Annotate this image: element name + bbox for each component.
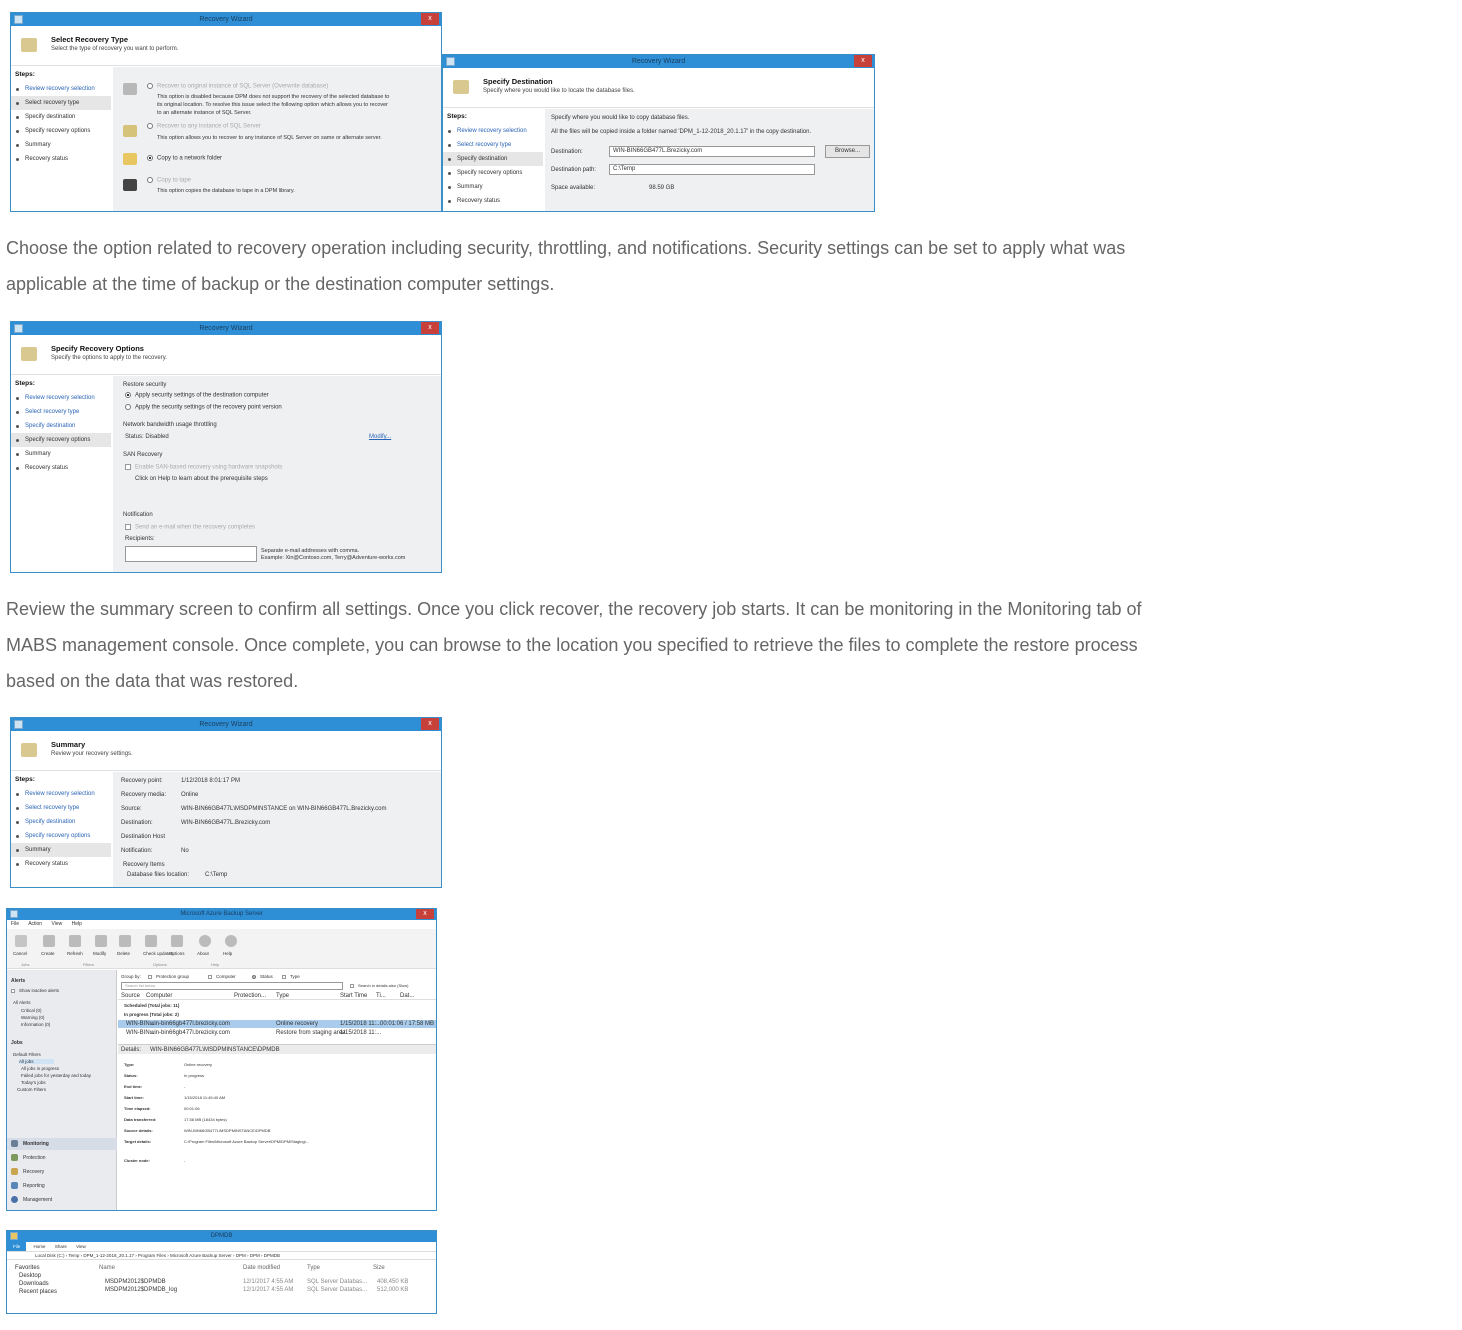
option-original-desc2: its original location. To resolve this issue select the following option which allows you to recover — [157, 102, 389, 108]
detail-value: Online recovery — [184, 1062, 213, 1067]
ribbon-help[interactable]: Help — [223, 951, 233, 956]
step-options[interactable]: Specify recovery options — [443, 166, 543, 180]
list-item[interactable]: MSDPM2012$DPMDB_log 12/1/2017 4:55 AM SQL Server Databas... 512,000 KB — [105, 1287, 409, 1293]
close-button[interactable]: x — [416, 909, 434, 919]
title-bar — [11, 13, 441, 26]
step-destination[interactable]: Specify destination — [11, 419, 111, 433]
step-type[interactable]: Select recovery type — [11, 801, 111, 815]
title-bar — [7, 909, 436, 920]
title-bar — [11, 322, 441, 335]
window-title: Recovery Wizard — [199, 721, 253, 728]
recipients-label: Recipients: — [125, 536, 155, 542]
wizard-icon — [21, 743, 37, 757]
recipients-hint-1: Separate e-mail addresses with comma. — [261, 548, 360, 554]
window-title: Recovery Wizard — [199, 16, 253, 23]
file-list — [87, 1261, 437, 1314]
col-time[interactable]: Ti... — [376, 993, 386, 999]
table-row[interactable]: WIN-BIN... win-bin66gb477l.brezicky.com Restore from staging area 1/15/2018 11:... — [126, 1030, 382, 1036]
menu-bar — [7, 920, 436, 929]
custom-filters[interactable]: Custom Filters — [17, 1087, 47, 1092]
option-original-desc3: to an alternate instance of SQL Server. — [157, 110, 252, 116]
detail-key: End time: — [124, 1084, 143, 1089]
step-destination[interactable]: Specify destination — [11, 110, 111, 124]
details-header: Details: WIN-BIN66GB477L\MSDPMINSTANCE\DPMDB — [118, 1044, 437, 1054]
paragraph-line: based on the data that was restored. — [6, 671, 299, 691]
modify-icon — [95, 935, 107, 947]
recovery-icon — [11, 1168, 18, 1175]
col-type[interactable]: Type — [276, 993, 290, 999]
page-subtitle: Select the type of recovery you want to perform. — [51, 46, 179, 52]
ribbon-about[interactable]: About — [197, 951, 209, 956]
alert-critical[interactable]: Critical (0) — [21, 1008, 42, 1013]
ribbon-delete[interactable]: Delete — [117, 951, 131, 956]
summary-value: No — [181, 848, 189, 854]
menu-action[interactable]: Action — [28, 921, 43, 927]
content-pane — [113, 376, 442, 573]
paragraph-line: Choose the option related to recovery operation including security, throttling, and notifications. Security settings can be set to apply what was — [6, 238, 1126, 258]
alert-warning[interactable]: Warning (0) — [21, 1015, 45, 1020]
jobs-pane — [118, 970, 437, 1211]
nav-reporting[interactable]: Reporting — [7, 1180, 117, 1192]
wizard-icon — [21, 38, 37, 52]
detail-key: Data transferred: — [124, 1117, 157, 1122]
default-filters[interactable]: Default Filters — [13, 1052, 41, 1057]
title-bar — [443, 55, 874, 68]
col-date-modified[interactable]: Date modified — [243, 1265, 281, 1271]
san-checkbox[interactable]: Enable SAN-based recovery using hardware snapshots — [125, 464, 282, 471]
summary-key: Destination Host — [121, 834, 166, 840]
filter-jobs-in-progress[interactable]: All jobs in progress — [21, 1066, 60, 1071]
mabs-console-window — [6, 908, 437, 1211]
db-location-value: C:\Temp — [205, 872, 228, 878]
app-icon — [14, 324, 23, 333]
throttling-status: Status: Disabled — [125, 434, 169, 440]
ribbon-group-options: Options — [153, 962, 167, 967]
step-destination[interactable]: Specify destination — [11, 815, 111, 829]
create-icon — [43, 935, 55, 947]
refresh-icon — [69, 935, 81, 947]
detail-key: Cluster node: — [124, 1158, 150, 1163]
tab-view[interactable]: View — [76, 1244, 86, 1249]
col-protection[interactable]: Protection... — [234, 993, 267, 999]
summary-value: WIN-BIN66GB477L\MSDPMINSTANCE on WIN-BIN66GB477L.Brezicky.com — [181, 806, 387, 812]
page-header — [11, 335, 441, 375]
option-tape-desc: This option copies the database to tape in a DPM library. — [157, 188, 295, 194]
space-available-label: Space available: — [551, 185, 596, 191]
space-available-value: 98.59 GB — [649, 185, 675, 191]
step-review[interactable]: Review recovery selection — [11, 787, 111, 801]
alerts-heading: Alerts — [11, 978, 26, 984]
step-status[interactable]: Recovery status — [11, 152, 111, 166]
page-subtitle: Specify the options to apply to the recovery. — [51, 355, 167, 361]
step-options[interactable]: Specify recovery options — [11, 124, 111, 138]
page-header — [11, 731, 441, 771]
close-button[interactable]: x — [421, 718, 439, 730]
scheduled-group[interactable]: Scheduled (Total jobs: 11) — [124, 1003, 180, 1008]
security-recovery-point-radio[interactable]: Apply the security settings of the recovery point version — [125, 404, 282, 411]
step-type[interactable]: Select recovery type — [11, 405, 111, 419]
group-by-type[interactable]: Type — [282, 974, 300, 979]
filter-all-jobs[interactable]: All jobs — [19, 1059, 54, 1064]
tab-share[interactable]: Share — [54, 1244, 67, 1249]
paragraph-line: MABS management console. Once complete, you can browse to the location you specified to retrieve the files to complete the restore process — [6, 635, 1138, 655]
summary-key: Source: — [121, 806, 142, 812]
wizard-icon — [21, 347, 37, 361]
detail-value: C:\Program Files\Microsoft Azure Backup Server\DPM\DPM\Staging\... — [184, 1139, 310, 1144]
ribbon-options[interactable]: Options — [169, 951, 185, 956]
recipients-hint-2: Example: Xin@Contoso.com, Terry@Adventure-works.com — [261, 555, 406, 561]
page-title: Summary — [51, 740, 86, 749]
throttling-label: Network bandwidth usage throttling — [123, 422, 217, 428]
app-icon — [14, 720, 23, 729]
ribbon-create[interactable]: Create — [41, 951, 55, 956]
nav-protection[interactable]: Protection — [7, 1152, 117, 1164]
close-button[interactable]: x — [421, 13, 439, 25]
downloads-item[interactable]: Downloads — [19, 1281, 49, 1287]
navigation-pane — [7, 970, 117, 1211]
detail-key: Type: — [124, 1062, 135, 1067]
recovery-wizard-summary-window — [10, 717, 442, 888]
summary-value: 1/12/2018 8:01:17 PM — [181, 778, 241, 784]
check-updates-icon — [145, 935, 157, 947]
restore-security-label: Restore security — [123, 382, 167, 388]
san-recovery-label: SAN Recovery — [123, 452, 163, 458]
step-review[interactable]: Review recovery selection — [11, 82, 111, 96]
favorites-item[interactable]: Favorites — [15, 1265, 40, 1271]
steps-label: Steps: — [15, 71, 35, 78]
paragraph-line: Review the summary screen to confirm all settings. Once you click recover, the recovery job starts. It can be monitoring in the Monitoring tab of — [6, 599, 1142, 619]
search-input[interactable]: Search list below — [121, 982, 343, 990]
step-status[interactable]: Recovery status — [11, 461, 111, 475]
detail-value: 17.58 MB (18434 bytes) — [184, 1117, 227, 1122]
paragraph-recovery-options — [6, 230, 1266, 302]
management-icon — [11, 1196, 18, 1203]
all-alerts[interactable]: All Alerts — [13, 1000, 31, 1005]
security-destination-radio[interactable]: Apply security settings of the destination computer — [125, 392, 269, 399]
monitoring-icon — [11, 1140, 18, 1147]
col-computer[interactable]: Computer — [146, 993, 173, 999]
table-row[interactable]: WIN-BIN... win-bin66gb477l.brezicky.com Online recovery 1/15/2018 11:... 00:01:06 / 17:58 MB — [118, 1020, 437, 1028]
inprogress-group[interactable]: In progress (Total jobs: 2) — [124, 1012, 179, 1017]
recovery-wizard-type-window — [10, 12, 442, 212]
tab-home[interactable]: Home — [33, 1244, 46, 1249]
filter-failed-jobs[interactable]: Failed jobs for yesterday and today — [21, 1073, 92, 1078]
menu-help[interactable]: Help — [71, 921, 82, 927]
group-by-status[interactable]: Status — [252, 974, 273, 979]
steps-label: Steps: — [15, 776, 35, 783]
destination-path-label: Destination path: — [551, 167, 597, 173]
app-icon — [14, 15, 23, 24]
notification-label: Notification — [123, 512, 153, 518]
page-subtitle: Specify where you would like to locate the database files. — [483, 88, 635, 94]
list-item[interactable]: MSDPM2012$DPMDB 12/1/2017 4:55 AM SQL Server Databas... 408,450 KB — [105, 1279, 409, 1285]
steps-panel — [11, 376, 111, 573]
step-type[interactable]: Select recovery type — [443, 138, 543, 152]
destination-path-field[interactable]: C:\Temp — [609, 164, 815, 175]
help-icon — [225, 935, 237, 947]
option-network-folder[interactable]: Copy to a network folder — [147, 155, 222, 162]
sql-instance-icon — [123, 125, 137, 137]
desktop-item[interactable]: Desktop — [19, 1273, 42, 1279]
recovery-wizard-options-window — [10, 321, 442, 573]
step-status[interactable]: Recovery status — [11, 857, 111, 871]
window-title: Recovery Wizard — [199, 325, 253, 332]
step-options[interactable]: Specify recovery options — [11, 433, 111, 447]
detail-value: - — [184, 1158, 186, 1163]
tape-icon — [123, 179, 137, 191]
delete-icon — [119, 935, 131, 947]
step-status[interactable]: Recovery status — [443, 194, 543, 208]
steps-label: Steps: — [15, 380, 35, 387]
detail-value: In progress — [184, 1073, 205, 1078]
step-summary[interactable]: Summary — [11, 447, 111, 461]
content-pane — [113, 67, 442, 212]
detail-value: - — [184, 1084, 186, 1089]
protection-icon — [11, 1154, 18, 1161]
window-title: Recovery Wizard — [631, 58, 686, 65]
group-by-computer[interactable]: Computer — [208, 974, 236, 979]
option-original-desc1: This option is disabled because DPM does not support the recovery of the selected database to — [157, 94, 390, 100]
ribbon-modify[interactable]: Modify — [93, 951, 107, 956]
group-by-protection[interactable]: Protection group — [148, 974, 189, 979]
menu-file[interactable]: File — [11, 921, 20, 927]
search-details-checkbox[interactable]: Search in details also (Slow) — [350, 983, 408, 988]
window-title: Microsoft Azure Backup Server — [180, 911, 263, 917]
group-by-label: Group by: — [121, 974, 141, 979]
step-destination[interactable]: Specify destination — [443, 152, 543, 166]
title-bar — [11, 718, 441, 731]
ribbon-refresh[interactable]: Refresh — [67, 951, 83, 956]
san-help-text: Click on Help to learn about the prerequisite steps — [135, 476, 268, 482]
ribbon-group-filters: Filters — [83, 962, 94, 967]
nav-recovery[interactable]: Recovery — [7, 1166, 117, 1178]
summary-key: Recovery media: — [121, 792, 167, 798]
ribbon-check-updates[interactable]: Check updates — [143, 951, 174, 956]
recent-places-item[interactable]: Recent places — [19, 1289, 58, 1295]
detail-key: Source details: — [124, 1128, 153, 1133]
step-type[interactable]: Select recovery type — [11, 96, 111, 110]
page-header — [443, 68, 874, 108]
page-title: Select Recovery Type — [51, 35, 128, 44]
option-any-instance[interactable]: Recover to any instance of SQL Server — [147, 123, 261, 130]
title-bar — [7, 1231, 436, 1242]
file-explorer-window — [6, 1230, 437, 1314]
col-data[interactable]: Dat... — [400, 993, 415, 999]
detail-value: 1/15/2018 11:45:40 AM — [184, 1095, 226, 1100]
alert-information[interactable]: Information (0) — [21, 1022, 51, 1027]
explorer-sidebar — [7, 1261, 87, 1314]
destination-label: Destination: — [551, 149, 583, 155]
options-icon — [171, 935, 183, 947]
folder-icon — [10, 1232, 18, 1240]
detail-key: Time elapsed: — [124, 1106, 151, 1111]
page-header — [11, 26, 441, 66]
option-original-instance[interactable]: Recover to original instance of SQL Server (Overwrite database) — [147, 83, 328, 90]
ribbon-cancel[interactable]: Cancel — [13, 951, 28, 956]
show-inactive-alerts[interactable]: Show inactive alerts — [11, 988, 59, 993]
reporting-icon — [11, 1182, 18, 1189]
col-name[interactable]: Name — [99, 1265, 116, 1271]
app-icon — [446, 57, 455, 66]
jobs-table-header — [118, 992, 437, 1000]
summary-key: Notification: — [121, 848, 153, 854]
summary-value: WIN-BIN66GB477L.Brezicky.com — [181, 820, 271, 826]
col-start-time[interactable]: Start Time — [340, 993, 368, 999]
tab-file[interactable]: File — [7, 1242, 26, 1251]
recipients-field[interactable] — [125, 546, 257, 562]
menu-view[interactable]: View — [51, 921, 63, 927]
summary-key: Recovery point: — [121, 778, 163, 784]
detail-key: Start time: — [124, 1095, 144, 1100]
content-pane — [545, 109, 875, 212]
dest-instruction: Specify where you would like to copy database files. — [551, 115, 690, 121]
paragraph-line: applicable at the time of backup or the destination computer settings. — [6, 274, 555, 294]
destination-field[interactable]: WIN-BIN66GB477L.Brezicky.com — [609, 146, 815, 157]
ribbon — [7, 929, 436, 969]
col-size[interactable]: Size — [373, 1265, 385, 1271]
dest-folder-note: All the files will be copied inside a folder named 'DPM_1-12-2018_20.1.17' in the copy destination. — [551, 129, 812, 135]
page-title: Specify Recovery Options — [51, 344, 144, 353]
col-type[interactable]: Type — [307, 1265, 321, 1271]
detail-key: Target details: — [124, 1139, 152, 1144]
step-options[interactable]: Specify recovery options — [11, 829, 111, 843]
page-subtitle: Review your recovery settings. — [51, 751, 133, 757]
folder-icon — [123, 153, 137, 165]
close-button[interactable]: x — [854, 55, 872, 67]
summary-value: Online — [181, 792, 199, 798]
address-path: Local Disk (C:) › Temp › DPM_1-12-2018_20.1.17 › Program Files › Microsoft Azure Backup Server › DPM › DPM › DPMDB — [35, 1253, 280, 1258]
step-summary[interactable]: Summary — [11, 843, 111, 857]
content-pane — [113, 772, 442, 888]
notification-checkbox[interactable]: Send an e-mail when the recovery completes — [125, 524, 255, 531]
option-any-desc: This option allows you to recover to any instance of SQL Server on same or alternate server. — [157, 135, 382, 141]
detail-key: Status: — [124, 1073, 138, 1078]
step-review[interactable]: Review recovery selection — [11, 391, 111, 405]
address-bar[interactable] — [7, 1251, 436, 1260]
recovery-wizard-destination-window — [442, 54, 875, 212]
app-icon — [10, 910, 18, 918]
about-icon — [199, 935, 211, 947]
step-summary[interactable]: Summary — [11, 138, 111, 152]
col-source[interactable]: Source — [121, 993, 141, 999]
page-title: Specify Destination — [483, 77, 553, 86]
ribbon-group-help: Help — [211, 962, 220, 967]
filter-todays-jobs[interactable]: Today's jobs — [21, 1080, 46, 1085]
nav-management[interactable]: Management — [7, 1194, 117, 1206]
steps-panel — [443, 109, 543, 212]
detail-value: 00:01:06 — [184, 1106, 200, 1111]
steps-panel — [11, 67, 111, 212]
ribbon-group-jobs: Jobs — [21, 962, 30, 967]
steps-panel — [11, 772, 111, 888]
window-title: DPMDB — [210, 1233, 233, 1239]
option-tape[interactable]: Copy to tape — [147, 177, 191, 184]
sql-server-icon — [123, 83, 137, 95]
step-summary[interactable]: Summary — [443, 180, 543, 194]
db-location-label: Database files location: — [127, 872, 190, 878]
detail-value: WIN-BIN66GB477L\MSDPMINSTANCE\DPMDB — [184, 1128, 271, 1133]
paragraph-summary — [6, 591, 1266, 699]
wizard-icon — [453, 80, 469, 94]
summary-key: Destination: — [121, 820, 153, 826]
close-button[interactable]: x — [421, 322, 439, 334]
modify-link[interactable]: Modify... — [369, 434, 392, 440]
steps-label: Steps: — [447, 113, 467, 120]
ribbon-tabs — [7, 1242, 436, 1251]
browse-button[interactable]: Browse... — [825, 145, 870, 158]
summary-key: Recovery Items — [123, 862, 165, 868]
step-review[interactable]: Review recovery selection — [443, 124, 543, 138]
cancel-icon — [15, 935, 27, 947]
jobs-heading: Jobs — [11, 1040, 23, 1046]
nav-monitoring[interactable]: Monitoring — [7, 1138, 117, 1150]
